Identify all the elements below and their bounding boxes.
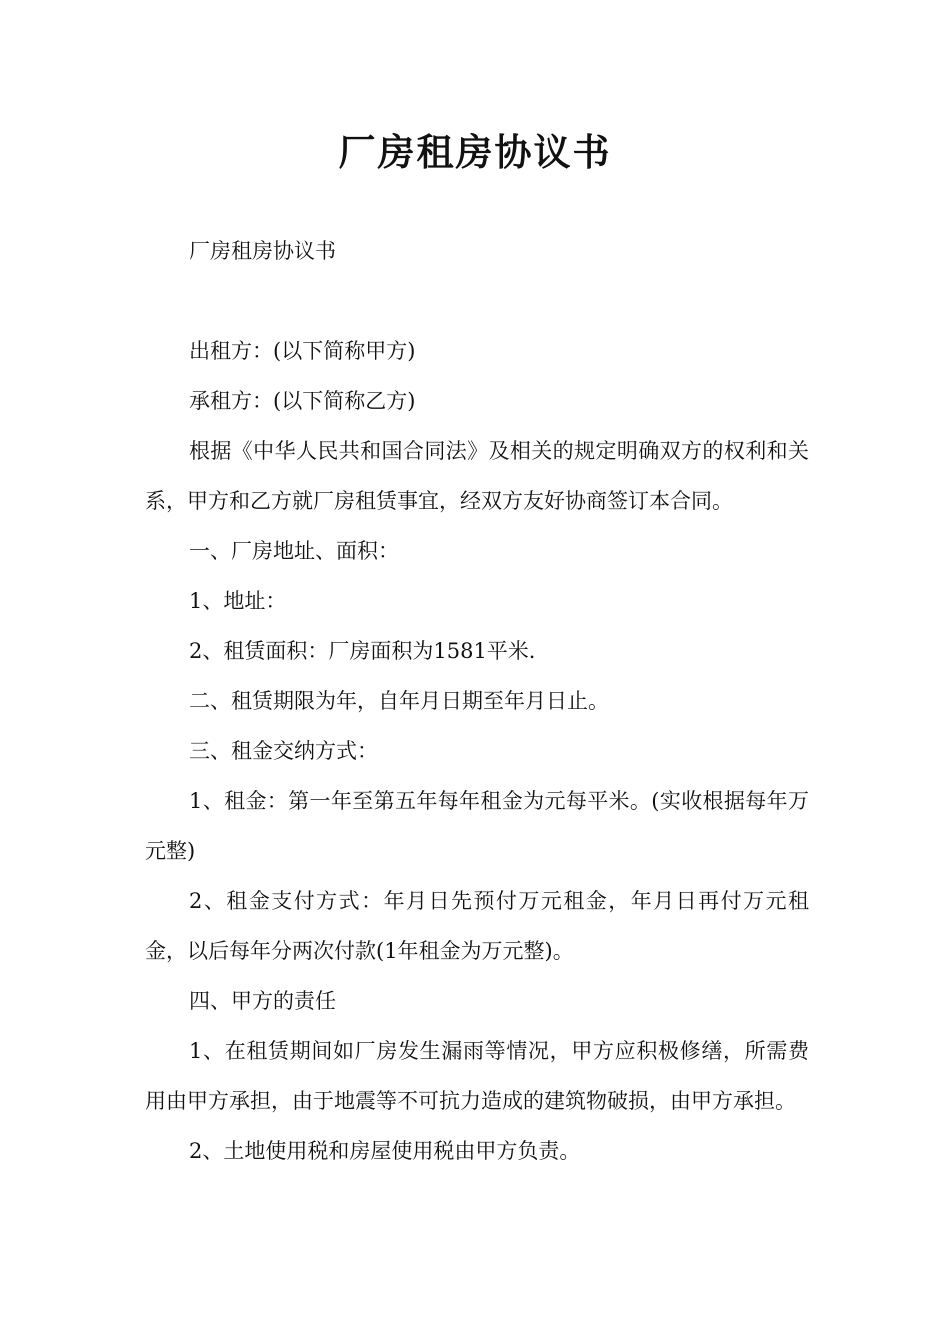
paragraph-taxes: 2、土地使用税和房屋使用税由甲方负责。 bbox=[189, 1139, 581, 1163]
section-heading-rent-payment: 三、租金交纳方式： bbox=[189, 739, 378, 763]
paragraph-lessee: 承租方：(以下简称乙方) bbox=[189, 389, 416, 413]
paragraph-repairs: 1、在租赁期间如厂房发生漏雨等情况，甲方应积极修缮，所需费用由甲方承担，由于地震等不可抗力造成的建筑物破损，由甲方承担。 bbox=[145, 1039, 809, 1113]
section-heading-address-area: 一、厂房地址、面积： bbox=[189, 539, 399, 563]
paragraph-rent: 1、租金：第一年至第五年每年租金为元每平米。(实收根据每年万元整) bbox=[145, 789, 809, 863]
section-heading-term: 二、租赁期限为年，自年月日期至年月日止。 bbox=[189, 689, 609, 713]
paragraph-preamble: 根据《中华人民共和国合同法》及相关的规定明确双方的权利和关系，甲方和乙方就厂房租赁事宜，经双方友好协商签订本合同。 bbox=[145, 439, 809, 513]
paragraph-address: 1、地址： bbox=[189, 589, 287, 613]
document-subtitle: 厂房租房协议书 bbox=[189, 239, 336, 263]
document-title: 厂房租房协议书 bbox=[338, 131, 612, 174]
blank-line bbox=[145, 276, 809, 326]
document-body bbox=[145, 226, 809, 1176]
section-heading-lessor-duties: 四、甲方的责任 bbox=[189, 989, 336, 1013]
paragraph-lessor: 出租方：(以下简称甲方) bbox=[189, 339, 416, 363]
paragraph-area: 2、租赁面积：厂房面积为1581平米. bbox=[189, 639, 536, 663]
paragraph-payment-method: 2、租金支付方式：年月日先预付万元租金，年月日再付万元租金，以后每年分两次付款(1年租金为万元整)。 bbox=[145, 889, 809, 963]
